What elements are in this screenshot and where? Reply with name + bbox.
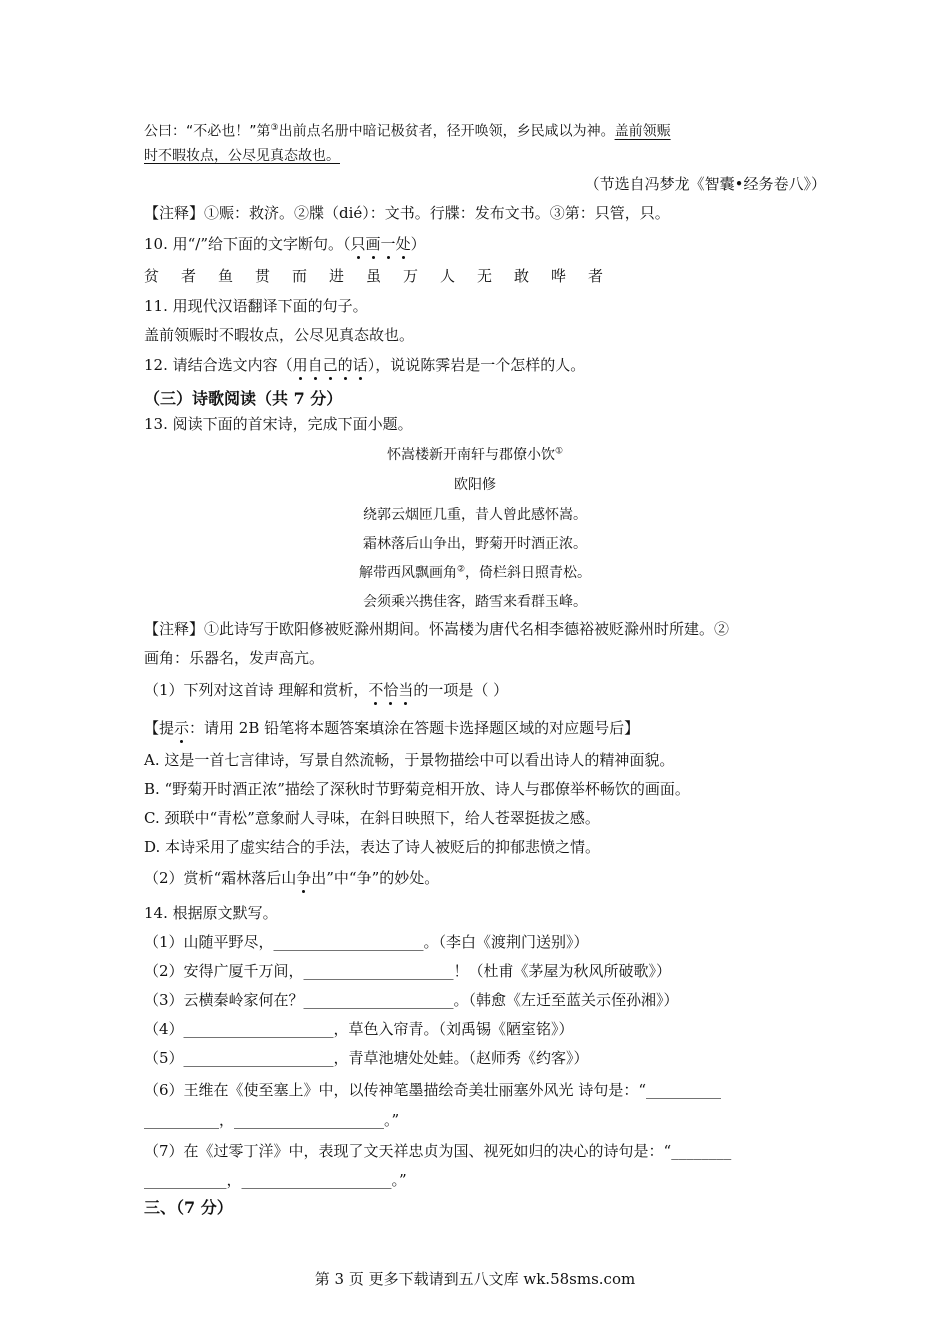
poem-author: 欧阳修 [454,477,496,493]
poem-line-4: 会须乘兴携佳客，踏雪来看群玉峰。 [363,594,587,610]
q14-item-7-cont: ___________，____________________。” [144,1171,407,1189]
passage-source: （节选自冯梦龙《智囊•经务卷八》） [584,175,826,193]
emphasis-char: 示 [174,719,190,737]
emphasis-char: 当 [398,681,414,699]
q10-char: 而 [292,267,308,285]
q14-item-5: （5）____________________，青草池塘处处蛙。（赵师秀《约客》） [144,1049,589,1067]
emphasis-char: 恰 [383,681,399,699]
question-12 [144,355,585,375]
q13-tip [144,718,639,738]
poem-title-text: 怀嵩楼新开南轩与郡僚小饮 [386,447,555,463]
poem-note-1: 【注释】①此诗写于欧阳修被贬滁州期间。怀嵩楼为唐代名相李德裕被贬滁州时所建。② [144,620,730,638]
question-11: 11. 用现代汉语翻译下面的句子。 [144,297,368,315]
footnote-marker: ① [554,446,564,457]
poem-text: 解带西风飘画角 [358,565,457,581]
q10-char: 哗 [551,267,567,285]
poem-line-1: 绕郭云烟匝几重，昔人曾此感怀嵩。 [363,507,587,523]
section-title-poetry: （三）诗歌阅读（共 7 分） [144,389,343,408]
poem-line-2: 霜林落后山争出，野菊开时酒正浓。 [363,536,587,552]
emphasis-char: 不 [368,681,384,699]
option-b: B. “野菊开时酒正浓”描绘了深秋时节野菊竞相开放、诗人与郡僚举杯畅饮的画面。 [144,780,690,798]
emphasis-char: 己 [322,356,338,374]
passage-text: 公曰：“不必也！”第 [144,123,271,140]
emphasis-char: 的 [337,356,353,374]
q10-char: 虽 [366,267,382,285]
emphasis-char: 处 [395,235,411,253]
q10-char: 敢 [514,267,530,285]
option-d: D. 本诗采用了虚实结合的手法，表达了诗人被贬后的抑郁悲愤之情。 [144,838,601,856]
tip-text: 【提 [144,719,175,737]
q10-char: 无 [477,267,493,285]
emphasis-char: 话 [352,356,368,374]
emphasis-char: 一 [380,235,396,253]
passage-text: 出前点名册中暗记极贫者，径开唤领，乡民咸以为神。 [278,123,615,140]
page-footer: 第 3 页 更多下载请到五八文库 wk.58sms.com [314,1270,636,1288]
footnote-marker: ② [456,564,466,575]
footnote-marker: ③ [270,123,279,133]
q10-char: 鱼 [218,267,234,285]
q14-item-6: （6）王维在《使至塞上》中，以传神笔墨描绘奇美壮丽塞外风光 诗句是：“__________ [144,1081,721,1099]
passage-note: 【注释】①赈：救济。②牒（dié）：文书。行牒：发布文书。③第：只管，只。 [144,204,670,222]
underlined-sentence: 时不暇妆点，公尽见真态故也。 [144,148,340,164]
question-14: 14. 根据原文默写。 [144,904,278,922]
q10-char: 者 [588,267,604,285]
q13-sub-2 [144,868,439,888]
poem-text: ，倚栏斜日照青松。 [465,565,592,581]
q14-item-4: （4）____________________，草色入帘青。（刘禹锡《陋室铭》） [144,1020,574,1038]
emphasis-char: 画 [365,235,381,253]
question-text: 12. 请结合选文内容（ [144,356,293,374]
underlined-sentence: 盖前领赈 [614,123,671,140]
emphasis-char: 用 [292,356,308,374]
q11-sentence: 盖前领赈时不暇妆点，公尽见真态故也。 [144,326,415,344]
option-c: C. 颈联中“青松”意象耐人寻味，在斜日映照下，给人苍翠挺拔之感。 [144,809,600,827]
q10-char: 贫 [144,267,160,285]
poem-note-2: 画角：乐器名，发声高亢。 [144,649,325,667]
q14-item-3: （3）云横秦岭家何在？____________________。（韩愈《左迁至蓝关示侄孙湘》） [144,991,679,1009]
emphasis-char: 自 [307,356,323,374]
passage-line-1 [144,118,671,142]
question-13: 13. 阅读下面的首宋诗，完成下面小题。 [144,415,413,433]
question-text: （1）下列对这首诗 理解和赏析， [144,681,369,699]
q14-item-2: （2）安得广厦千万间，____________________！（杜甫《茅屋为秋风所破歌》） [144,962,672,980]
question-text: ） [410,235,426,253]
question-text: （2）赏析“霜林落后山 [144,869,297,887]
emphasis-char: 争 [296,869,312,887]
q14-item-6-cont: __________，____________________。” [144,1111,400,1129]
q10-char: 万 [403,267,419,285]
emphasis-char: 只 [350,235,366,253]
q14-item-7: （7）在《过零丁洋》中，表现了文天祥忠贞为国、视死如归的决心的诗句是：“________ [144,1142,732,1160]
poem-line-3 [300,562,650,582]
passage-line-2 [144,146,340,166]
q10-char: 进 [329,267,345,285]
option-a: A. 这是一首七言律诗，写景自然流畅，于景物描绘中可以看出诗人的精神面貌。 [144,751,675,769]
poem-title [300,444,650,464]
question-10 [144,234,426,254]
question-text: ），说说陈霁岩是一个怎样的人。 [367,356,586,374]
q10-char: 贯 [255,267,271,285]
question-text: 的一项是（ ） [413,681,509,699]
q10-char: 人 [440,267,456,285]
q14-item-1: （1）山随平野尽，____________________。（李白《渡荆门送别》） [144,933,589,951]
question-text: 出”中“争”的妙处。 [311,869,440,887]
section-title-three: 三、（7 分） [144,1198,233,1217]
tip-text: ：请用 2B 铅笔将本题答案填涂在答题卡选择题区域的对应题号后】 [189,719,640,737]
question-text: 10. 用“/”给下面的文字断句。（ [144,235,351,253]
q13-sub-1 [144,680,508,700]
q10-character-row [144,266,625,286]
q10-char: 者 [181,267,197,285]
